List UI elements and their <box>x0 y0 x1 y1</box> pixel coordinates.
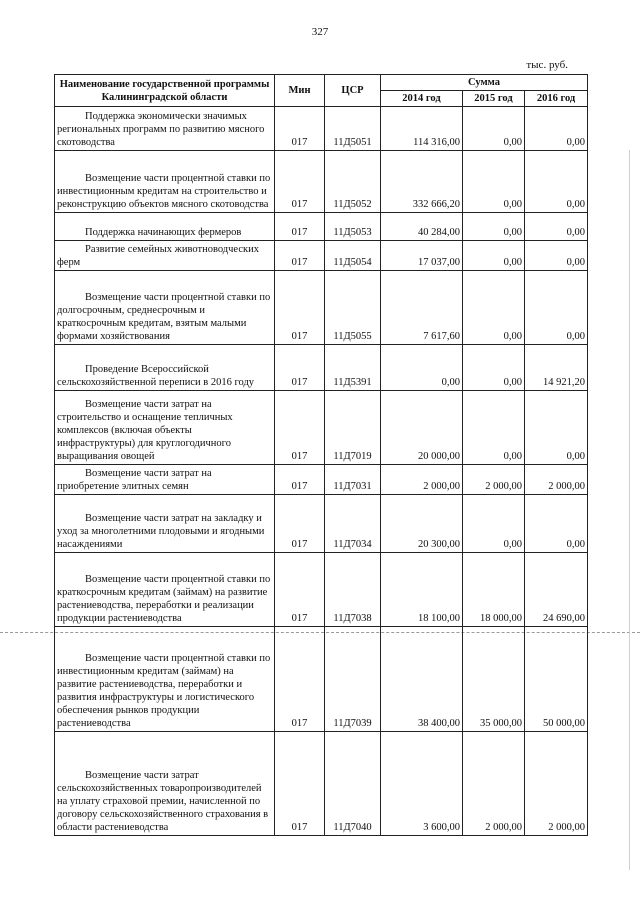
row-min: 017 <box>275 553 325 627</box>
row-name: Проведение Всероссийской сельскохозяйственной переписи в 2016 году <box>55 345 275 391</box>
row-2016: 0,00 <box>525 271 588 345</box>
table-row <box>55 495 588 553</box>
row-min: 017 <box>275 151 325 213</box>
table-row <box>55 151 588 213</box>
row-2016: 0,00 <box>525 151 588 213</box>
row-name: Возмещение части процентной ставки по долгосрочным, среднесрочным и краткосрочным кредитам, взятым малыми формами хозяйствования <box>55 271 275 345</box>
row-2015: 0,00 <box>463 107 525 151</box>
row-min: 017 <box>275 732 325 836</box>
header-year-2015: 2015 год <box>463 91 525 107</box>
row-min: 017 <box>275 213 325 241</box>
row-csr: 11Д5055 <box>325 271 381 345</box>
row-csr: 11Д5052 <box>325 151 381 213</box>
row-2016: 2 000,00 <box>525 465 588 495</box>
row-min: 017 <box>275 345 325 391</box>
header-min: Мин <box>275 75 325 107</box>
row-2016: 0,00 <box>525 495 588 553</box>
table-row <box>55 241 588 271</box>
row-min: 017 <box>275 627 325 732</box>
row-min: 017 <box>275 495 325 553</box>
row-name: Возмещение части процентной ставки по краткосрочным кредитам (займам) на развитие растениеводства, переработки и реализации продукции растениеводства <box>55 553 275 627</box>
units-label: тыс. руб. <box>526 59 568 71</box>
row-2015: 0,00 <box>463 345 525 391</box>
row-csr: 11Д5053 <box>325 213 381 241</box>
row-min: 017 <box>275 107 325 151</box>
row-2015: 0,00 <box>463 391 525 465</box>
header-year-2016: 2016 год <box>525 91 588 107</box>
row-2014: 7 617,60 <box>381 271 463 345</box>
header-name: Наименование государственной программы Калининградской области <box>55 75 275 107</box>
row-2015: 0,00 <box>463 271 525 345</box>
row-csr: 11Д5391 <box>325 345 381 391</box>
row-2016: 0,00 <box>525 391 588 465</box>
table-row <box>55 107 588 151</box>
row-name: Поддержка экономически значимых региональных программ по развитию мясного скотоводства <box>55 107 275 151</box>
row-csr: 11Д5054 <box>325 241 381 271</box>
row-min: 017 <box>275 271 325 345</box>
row-2015: 0,00 <box>463 213 525 241</box>
row-csr: 11Д7038 <box>325 553 381 627</box>
row-2016: 0,00 <box>525 213 588 241</box>
table-row <box>55 553 588 627</box>
row-2015: 18 000,00 <box>463 553 525 627</box>
row-2014: 114 316,00 <box>381 107 463 151</box>
table-row <box>55 732 588 836</box>
row-csr: 11Д7039 <box>325 627 381 732</box>
row-2014: 332 666,20 <box>381 151 463 213</box>
scan-edge-line <box>629 150 630 870</box>
header-csr: ЦСР <box>325 75 381 107</box>
row-min: 017 <box>275 241 325 271</box>
row-name: Возмещение части затрат на закладку и уход за многолетними плодовыми и ягодными насаждениями <box>55 495 275 553</box>
row-2015: 35 000,00 <box>463 627 525 732</box>
row-2016: 24 690,00 <box>525 553 588 627</box>
row-name: Возмещение части затрат на приобретение элитных семян <box>55 465 275 495</box>
header-year-2014: 2014 год <box>381 91 463 107</box>
row-2016: 0,00 <box>525 107 588 151</box>
table-row <box>55 465 588 495</box>
table-row <box>55 345 588 391</box>
row-2014: 38 400,00 <box>381 627 463 732</box>
row-2015: 0,00 <box>463 495 525 553</box>
row-csr: 11Д7034 <box>325 495 381 553</box>
row-csr: 11Д7019 <box>325 391 381 465</box>
row-name: Возмещение части процентной ставки по инвестиционным кредитам (займам) на развитие растениеводства, переработки и развития инфраструктуры и логистического обеспечения рынков продукции растениеводства <box>55 627 275 732</box>
row-2014: 3 600,00 <box>381 732 463 836</box>
row-2014: 20 000,00 <box>381 391 463 465</box>
row-2015: 2 000,00 <box>463 465 525 495</box>
row-csr: 11Д7031 <box>325 465 381 495</box>
row-name: Возмещение части процентной ставки по инвестиционным кредитам на строительство и реконструкцию объектов мясного скотоводства <box>55 151 275 213</box>
row-2014: 17 037,00 <box>381 241 463 271</box>
row-2016: 0,00 <box>525 241 588 271</box>
row-min: 017 <box>275 465 325 495</box>
row-2016: 50 000,00 <box>525 627 588 732</box>
row-2014: 40 284,00 <box>381 213 463 241</box>
row-2014: 0,00 <box>381 345 463 391</box>
row-name: Поддержка начинающих фермеров <box>55 213 275 241</box>
budget-table <box>54 74 588 836</box>
row-2015: 0,00 <box>463 151 525 213</box>
row-2015: 2 000,00 <box>463 732 525 836</box>
row-2016: 14 921,20 <box>525 345 588 391</box>
row-csr: 11Д5051 <box>325 107 381 151</box>
row-2015: 0,00 <box>463 241 525 271</box>
header-sum: Сумма <box>381 75 588 91</box>
row-csr: 11Д7040 <box>325 732 381 836</box>
row-2014: 2 000,00 <box>381 465 463 495</box>
row-name: Возмещение части затрат сельскохозяйственных товаропроизводителей на уплату страховой премии, начисленной по договору сельскохозяйственного страхования в области растениеводства <box>55 732 275 836</box>
row-name: Развитие семейных животноводческих ферм <box>55 241 275 271</box>
row-name: Возмещение части затрат на строительство и оснащение тепличных комплексов (включая объекты инфраструктуры) для круглогодичного выращивания овощей <box>55 391 275 465</box>
table-row <box>55 391 588 465</box>
page-number: 327 <box>311 26 329 38</box>
row-2014: 20 300,00 <box>381 495 463 553</box>
row-min: 017 <box>275 391 325 465</box>
row-2016: 2 000,00 <box>525 732 588 836</box>
table-row <box>55 213 588 241</box>
row-2014: 18 100,00 <box>381 553 463 627</box>
table-row <box>55 271 588 345</box>
table-row <box>55 627 588 732</box>
